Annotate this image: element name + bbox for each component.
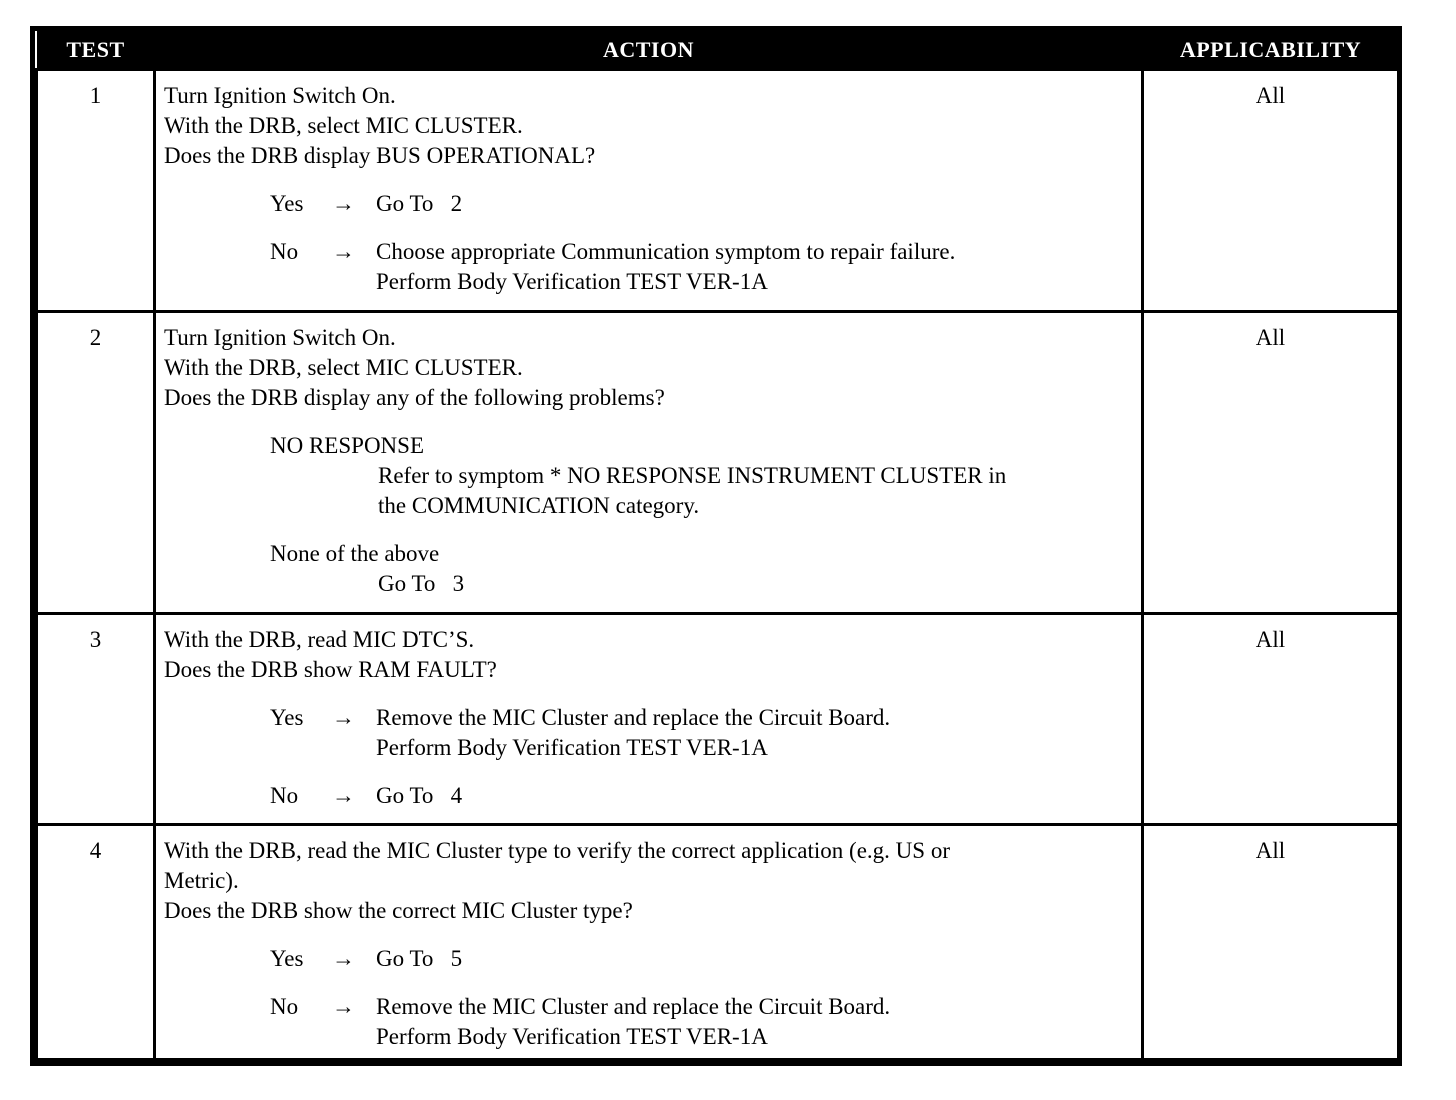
answer-no bbox=[270, 781, 1135, 811]
step-text: Turn Ignition Switch On. bbox=[164, 325, 396, 350]
diagnostic-test-table bbox=[30, 26, 1402, 1066]
answer-label: Yes bbox=[270, 191, 304, 216]
result-text: Go To 5 bbox=[376, 946, 463, 971]
step-text: Does the DRB show the correct MIC Cluster type? bbox=[164, 898, 633, 923]
detail-text: the COMMUNICATION category. bbox=[378, 493, 700, 518]
option-label: NO RESPONSE bbox=[270, 433, 425, 458]
result-text: Perform Body Verification TEST VER-1A bbox=[376, 1024, 768, 1049]
header-applicability: APPLICABILITY bbox=[1143, 31, 1399, 70]
test-number: 1 bbox=[37, 70, 155, 312]
result-text: Go To 4 bbox=[376, 783, 463, 808]
answer-label: No bbox=[270, 994, 299, 1019]
answer-yes bbox=[270, 944, 1135, 974]
applicability-value: All bbox=[1143, 614, 1399, 825]
arrow-icon: → bbox=[332, 994, 355, 1019]
step-text: With the DRB, select MIC CLUSTER. bbox=[164, 355, 523, 380]
answer-no bbox=[270, 237, 1135, 297]
answer-result bbox=[376, 781, 1135, 811]
test-number: 2 bbox=[37, 312, 155, 614]
table-row bbox=[37, 312, 1399, 614]
result-text: Perform Body Verification TEST VER-1A bbox=[376, 735, 768, 760]
arrow-icon: → bbox=[332, 946, 355, 971]
answer-label: Yes bbox=[270, 946, 304, 971]
test-number: 3 bbox=[37, 614, 155, 825]
option-detail bbox=[378, 569, 1135, 599]
applicability-value: All bbox=[1143, 70, 1399, 312]
arrow-icon: → bbox=[332, 191, 355, 216]
test-number: 4 bbox=[37, 825, 155, 1060]
arrow-icon: → bbox=[332, 783, 355, 808]
step-text: Metric). bbox=[164, 868, 239, 893]
action-cell bbox=[155, 70, 1143, 312]
step-text: With the DRB, read MIC DTC’S. bbox=[164, 627, 475, 652]
step-text: Does the DRB display any of the following problems? bbox=[164, 385, 665, 410]
table-row bbox=[37, 70, 1399, 312]
answer-no bbox=[270, 992, 1135, 1052]
detail-text: Go To 3 bbox=[378, 571, 465, 596]
header-action: ACTION bbox=[155, 31, 1143, 70]
header-row bbox=[37, 31, 1399, 70]
option-detail bbox=[378, 461, 1135, 521]
result-text: Perform Body Verification TEST VER-1A bbox=[376, 269, 768, 294]
answer-yes bbox=[270, 189, 1135, 219]
action-cell bbox=[155, 614, 1143, 825]
answer-result bbox=[376, 189, 1135, 219]
option-none bbox=[270, 539, 1135, 599]
applicability-value: All bbox=[1143, 825, 1399, 1060]
answer-yes bbox=[270, 703, 1135, 763]
option-label: None of the above bbox=[270, 541, 440, 566]
detail-text: Refer to symptom * NO RESPONSE INSTRUMENT CLUSTER in bbox=[378, 463, 1007, 488]
step-text: Turn Ignition Switch On. bbox=[164, 83, 396, 108]
answer-result bbox=[376, 703, 1135, 763]
step-text: With the DRB, select MIC CLUSTER. bbox=[164, 113, 523, 138]
table-row bbox=[37, 825, 1399, 1060]
answer-label: Yes bbox=[270, 705, 304, 730]
step-text: With the DRB, read the MIC Cluster type to verify the correct application (e.g. US or bbox=[164, 838, 950, 863]
step-text: Does the DRB show RAM FAULT? bbox=[164, 657, 497, 682]
answer-label: No bbox=[270, 783, 299, 808]
result-text: Remove the MIC Cluster and replace the Circuit Board. bbox=[376, 705, 891, 730]
step-text: Does the DRB display BUS OPERATIONAL? bbox=[164, 143, 596, 168]
result-text: Remove the MIC Cluster and replace the Circuit Board. bbox=[376, 994, 891, 1019]
action-cell bbox=[155, 312, 1143, 614]
result-text: Choose appropriate Communication symptom to repair failure. bbox=[376, 239, 956, 264]
answer-label: No bbox=[270, 239, 299, 264]
header-test: TEST bbox=[37, 31, 155, 70]
arrow-icon: → bbox=[332, 705, 355, 730]
applicability-value: All bbox=[1143, 312, 1399, 614]
action-cell bbox=[155, 825, 1143, 1060]
arrow-icon: → bbox=[332, 239, 355, 264]
answer-result bbox=[376, 237, 1135, 297]
result-text: Go To 2 bbox=[376, 191, 463, 216]
option-no-response bbox=[270, 431, 1135, 521]
test-table bbox=[35, 31, 1400, 1061]
answer-result bbox=[376, 944, 1135, 974]
table-row bbox=[37, 614, 1399, 825]
answer-result bbox=[376, 992, 1135, 1052]
